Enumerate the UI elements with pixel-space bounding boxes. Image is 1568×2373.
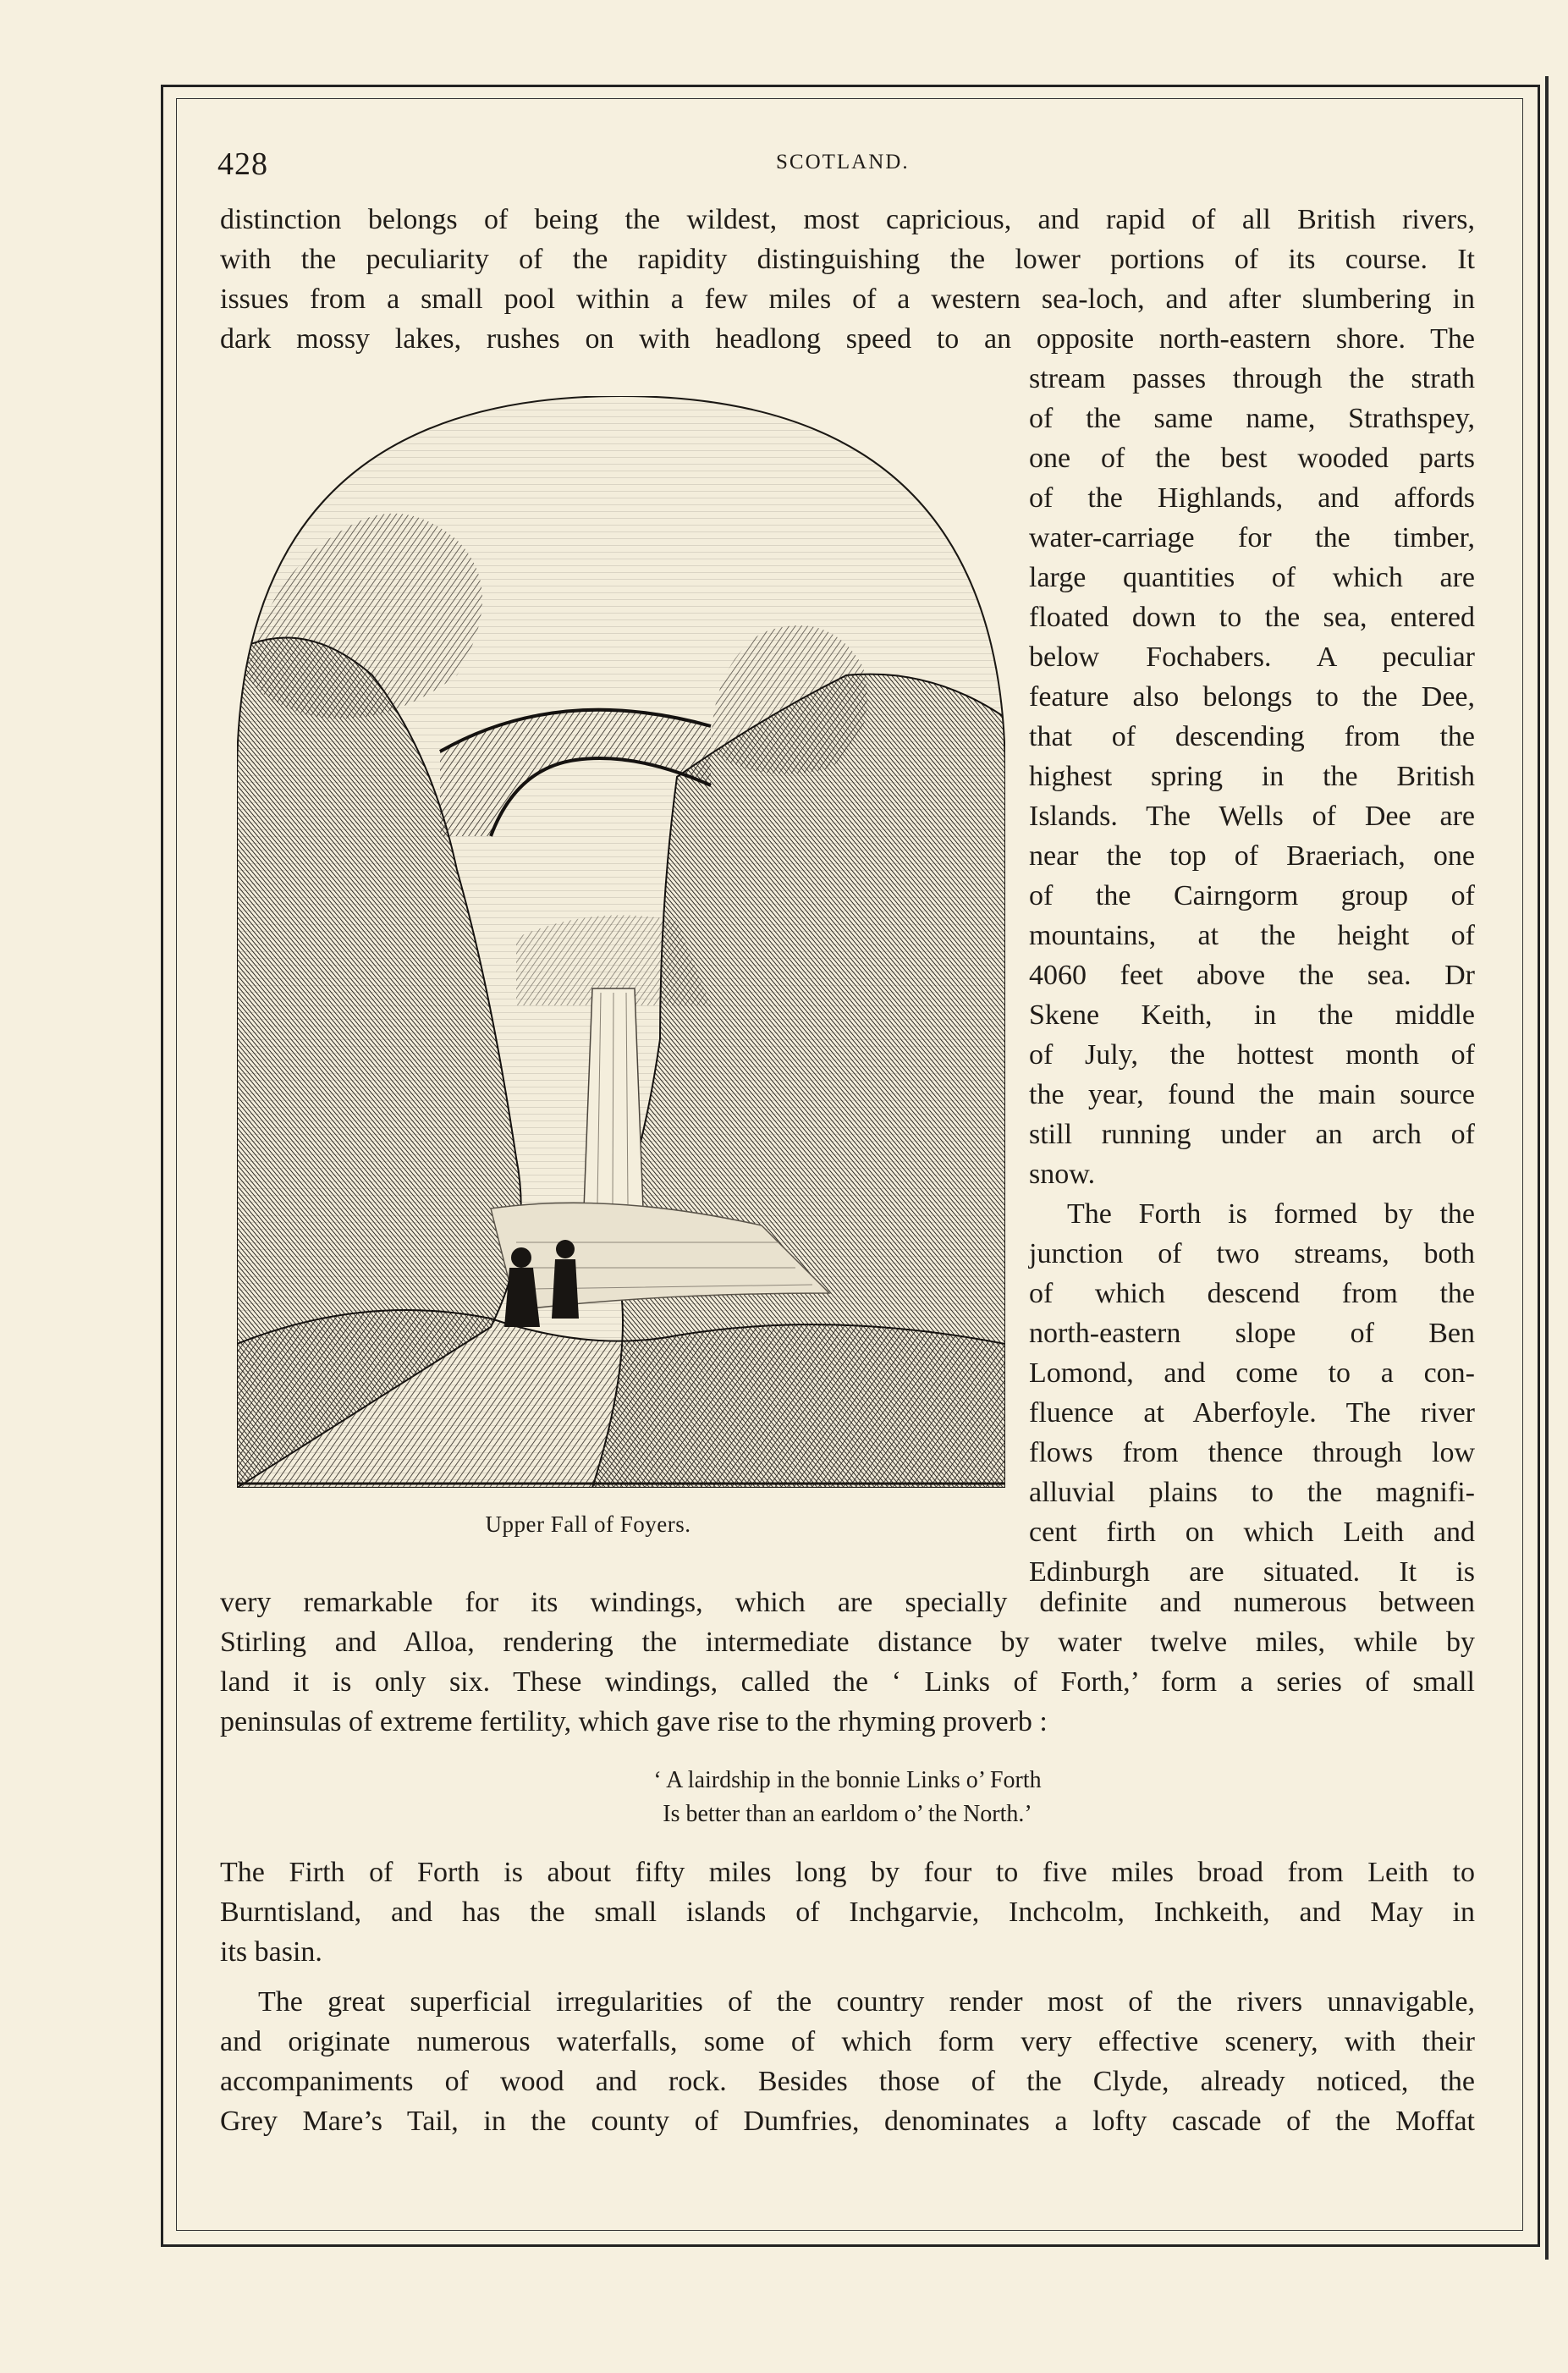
- text-line: distinction belongs of being the wildest, most capricious, and rapid of all British rivers,: [220, 204, 1475, 235]
- text-line: stream passes through the strath: [1029, 363, 1475, 394]
- page-header: [217, 146, 1475, 188]
- text-line: near the top of Braeriach, one: [1029, 840, 1475, 872]
- text-line: The Firth of Forth is about fifty miles long by four to five miles broad from Leith to: [220, 1857, 1475, 1888]
- text-line: Burntisland, and has the small islands of Inchgarvie, Inchcolm, Inchkeith, and May in: [220, 1897, 1475, 1928]
- page-number: 428: [217, 146, 268, 182]
- text-line: still running under an arch of: [1029, 1119, 1475, 1150]
- text-line: mountains, at the height of: [1029, 920, 1475, 951]
- text-line: highest spring in the British: [1029, 761, 1475, 792]
- text-line: Islands. The Wells of Dee are: [1029, 801, 1475, 832]
- text-line: fluence at Aberfoyle. The river: [1029, 1397, 1475, 1429]
- text-line: The Forth is formed by the: [1067, 1198, 1475, 1230]
- text-line: cent firth on which Leith and: [1029, 1517, 1475, 1548]
- text-line: floated down to the sea, entered: [1029, 602, 1475, 633]
- text-line: snow.: [1029, 1159, 1096, 1190]
- text-line: one of the best wooded parts: [1029, 443, 1475, 474]
- text-line: The great superficial irregularities of the country render most of the rivers unnavigable,: [258, 1986, 1475, 2018]
- text-line: of which descend from the: [1029, 1278, 1475, 1309]
- text-line: and originate numerous waterfalls, some of which form very effective scenery, with their: [220, 2026, 1475, 2057]
- text-line: feature also belongs to the Dee,: [1029, 681, 1475, 713]
- text-line: north-eastern slope of Ben: [1029, 1318, 1475, 1349]
- text-line: with the peculiarity of the rapidity distinguishing the lower portions of its course. It: [220, 244, 1475, 275]
- text-line: its basin.: [220, 1936, 322, 1968]
- text-line: alluvial plains to the magnifi-: [1029, 1477, 1475, 1508]
- text-line: Grey Mare’s Tail, in the county of Dumfries, denominates a lofty cascade of the Moffat: [220, 2106, 1475, 2137]
- text-line: land it is only six. These windings, called the ‘ Links of Forth,’ form a series of small: [220, 1666, 1475, 1698]
- text-line: that of descending from the: [1029, 721, 1475, 752]
- text-line: Edinburgh are situated. It is: [1029, 1556, 1475, 1588]
- text-line: Stirling and Alloa, rendering the intermediate distance by water twelve miles, while by: [220, 1627, 1475, 1658]
- text-line: water-carriage for the timber,: [1029, 522, 1475, 553]
- verse-line: ‘ A lairdship in the bonnie Links o’ Forth: [653, 1767, 1042, 1793]
- text-line: Lomond, and come to a con-: [1029, 1357, 1475, 1389]
- text-line: peninsulas of extreme fertility, which gave rise to the rhyming proverb :: [220, 1706, 1048, 1737]
- text-line: junction of two streams, both: [1029, 1238, 1475, 1269]
- text-line: large quantities of which are: [1029, 562, 1475, 593]
- text-line: below Fochabers. A peculiar: [1029, 641, 1475, 673]
- running-head: SCOTLAND.: [776, 151, 910, 173]
- text-line: of the Cairngorm group of: [1029, 880, 1475, 911]
- text-line: of the Highlands, and affords: [1029, 482, 1475, 514]
- text-line: of the same name, Strathspey,: [1029, 403, 1475, 434]
- engraving-illustration: [237, 396, 1005, 1488]
- text-line: accompaniments of wood and rock. Besides those of the Clyde, already noticed, the: [220, 2066, 1475, 2097]
- verse-line: Is better than an earldom o’ the North.’: [663, 1801, 1032, 1827]
- waterfall-engraving: [237, 396, 1005, 1488]
- text-line: flows from thence through low: [1029, 1437, 1475, 1468]
- text-line: the year, found the main source: [1029, 1079, 1475, 1110]
- text-line: 4060 feet above the sea. Dr: [1029, 960, 1475, 991]
- text-line: of July, the hottest month of: [1029, 1039, 1475, 1071]
- text-line: dark mossy lakes, rushes on with headlong speed to an opposite north-eastern shore. The: [220, 323, 1475, 355]
- figure-caption: Upper Fall of Foyers.: [485, 1511, 691, 1537]
- page-edge: [1545, 76, 1549, 2260]
- text-line: very remarkable for its windings, which are specially definite and numerous between: [220, 1587, 1475, 1618]
- text-line: Skene Keith, in the middle: [1029, 999, 1475, 1031]
- text-line: issues from a small pool within a few miles of a western sea-loch, and after slumbering in: [220, 284, 1475, 315]
